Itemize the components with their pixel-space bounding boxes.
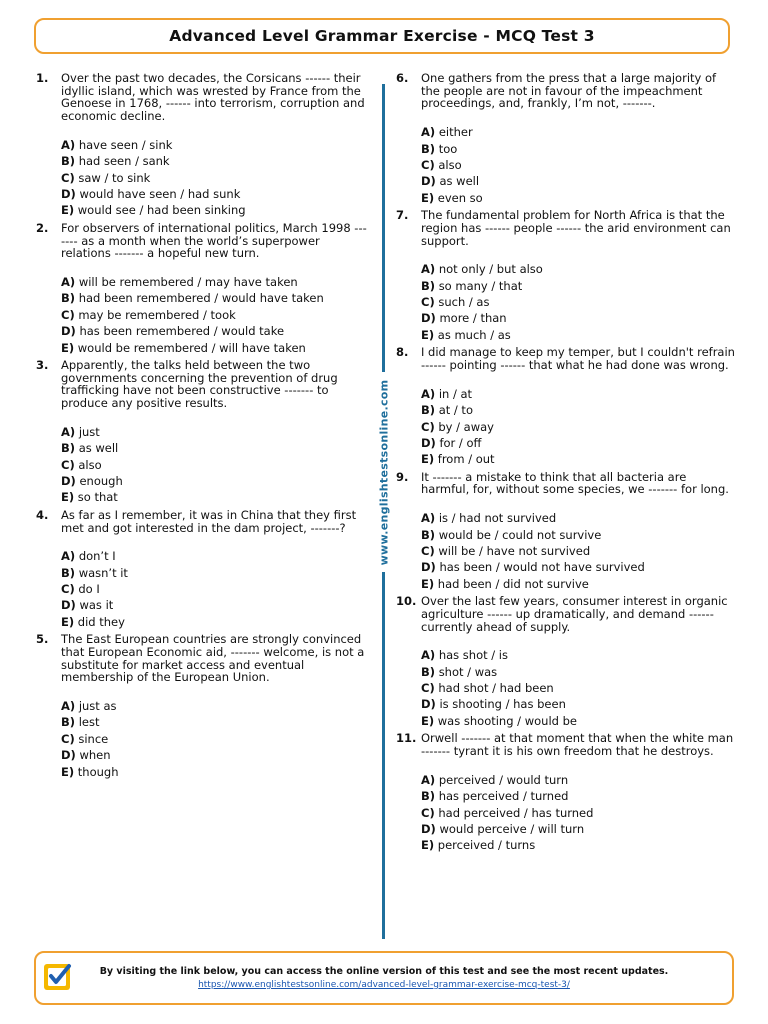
answer-option[interactable] [421, 680, 738, 696]
answer-option[interactable] [61, 153, 370, 169]
option-text: do I [78, 582, 100, 597]
answer-option[interactable] [421, 141, 738, 157]
option-text: as well [439, 174, 480, 189]
option-letter: E) [61, 203, 75, 218]
question-row [396, 732, 738, 757]
answer-option[interactable] [61, 731, 370, 747]
options-list [61, 424, 370, 506]
option-letter: E) [61, 764, 75, 779]
answer-option[interactable] [421, 647, 738, 663]
question-number: 5. [36, 632, 49, 647]
options-list [61, 274, 370, 356]
options-list [421, 647, 738, 729]
option-letter: C) [421, 681, 435, 696]
option-letter: D) [421, 560, 436, 575]
question-block [396, 471, 738, 592]
question-text: For observers of international politics, March 1998 ------- as a month when the world’s superpower relations ------- a hopeful new turn. [61, 220, 367, 261]
answer-option[interactable] [61, 440, 370, 456]
question-row [36, 222, 370, 260]
option-text: has perceived / turned [438, 789, 569, 804]
answer-option[interactable] [61, 473, 370, 489]
option-text: for / off [439, 435, 482, 450]
site-watermark [375, 372, 392, 572]
answer-option[interactable] [61, 307, 370, 323]
answer-option[interactable] [421, 310, 738, 326]
question-text: The fundamental problem for North Africa is that the region has ------ people ------ the arid environment can support. [421, 208, 731, 248]
option-text: so many / that [438, 278, 523, 293]
option-letter: B) [421, 789, 436, 804]
question-number: 3. [36, 357, 49, 372]
option-text: would be remembered / will have taken [77, 340, 306, 355]
option-letter: E) [421, 452, 435, 467]
answer-option[interactable] [421, 327, 738, 343]
question-number: 2. [36, 220, 49, 235]
answer-option[interactable] [421, 713, 738, 729]
option-letter: D) [61, 598, 76, 613]
option-text: is / had not survived [438, 511, 557, 526]
options-list [421, 386, 738, 468]
option-letter: B) [421, 403, 436, 418]
option-letter: C) [61, 582, 75, 597]
option-text: perceived / would turn [438, 772, 569, 787]
option-letter: D) [61, 324, 76, 339]
question-text: Apparently, the talks held between the two governments concerning the prevention of drug trafficking have not been constructive ------- to produce any positive results. [61, 357, 338, 411]
option-text: would have seen / had sunk [79, 187, 241, 202]
answer-option[interactable] [61, 489, 370, 505]
option-letter: B) [61, 565, 76, 580]
option-letter: B) [61, 441, 76, 456]
option-text: was it [79, 598, 114, 613]
option-text: from / out [437, 452, 495, 467]
option-letter: C) [421, 543, 435, 558]
option-text: has been / would not have survived [439, 560, 645, 575]
answer-option[interactable] [421, 451, 738, 467]
option-text: as much / as [437, 327, 511, 342]
answer-option[interactable] [421, 805, 738, 821]
answer-option[interactable] [421, 510, 738, 526]
question-row [36, 359, 370, 410]
option-letter: B) [61, 154, 76, 169]
answer-option[interactable] [421, 821, 738, 837]
options-list [421, 124, 738, 206]
answer-option[interactable] [421, 294, 738, 310]
answer-option[interactable] [61, 202, 370, 218]
question-text: As far as I remember, it was in China that they first met and got interested in the dam project, -------? [61, 507, 357, 535]
question-number: 4. [36, 507, 49, 522]
option-text: lest [78, 715, 100, 730]
question-row [396, 209, 738, 247]
question-row [396, 471, 738, 496]
option-letter: E) [421, 713, 435, 728]
question-text: Over the past two decades, the Corsicans ------ their idyllic island, which was wrested by France from the Genoese in 1768, ------ into terrorism, corruption and economic decline. [61, 71, 365, 124]
answer-option[interactable] [421, 173, 738, 189]
answer-option[interactable] [421, 772, 738, 788]
option-letter: C) [421, 295, 435, 310]
question-number: 10. [396, 594, 417, 609]
option-letter: A) [421, 386, 436, 401]
site-url-vertical: www.englishtestsonline.com [377, 379, 391, 565]
answer-option[interactable] [61, 424, 370, 440]
question-text: One gathers from the press that a large majority of the people are not in favour of the impeachment proceedings, and, frankly, I’m not, -------. [421, 71, 717, 111]
question-block [396, 72, 738, 206]
option-text: just as [78, 699, 117, 714]
option-letter: C) [421, 805, 435, 820]
option-text: since [78, 731, 109, 746]
option-letter: E) [61, 490, 75, 505]
question-number: 1. [36, 71, 49, 85]
footer-link[interactable]: https://www.englishtestsonline.com/advanced-level-grammar-exercise-mcq-test-3/ [198, 980, 570, 990]
option-letter: E) [421, 838, 435, 853]
option-letter: B) [61, 291, 76, 306]
answer-option[interactable] [61, 137, 370, 153]
option-letter: E) [421, 327, 435, 342]
answer-option[interactable] [421, 278, 738, 294]
option-letter: E) [421, 190, 435, 205]
answer-option[interactable] [421, 527, 738, 543]
option-letter: B) [421, 664, 436, 679]
option-text: either [438, 125, 473, 140]
option-text: don’t I [78, 549, 116, 564]
option-text: perceived / turns [437, 838, 536, 853]
option-text: will be / have not survived [438, 543, 591, 558]
option-text: shot / was [438, 664, 498, 679]
question-block [396, 732, 738, 853]
option-text: would see / had been sinking [77, 203, 246, 218]
option-text: enough [79, 474, 123, 489]
answer-option[interactable] [421, 576, 738, 592]
option-letter: B) [61, 715, 76, 730]
option-letter: C) [61, 307, 75, 322]
option-letter: E) [421, 576, 435, 591]
option-text: would be / could not survive [438, 527, 602, 542]
question-block [396, 209, 738, 343]
options-list [61, 137, 370, 219]
footer-note: By visiting the link below, you can access the online version of this test and see the most recent updates. [99, 966, 669, 977]
question-text: It ------- a mistake to think that all bacteria are harmful, for, without some species, we ------- for long. [421, 469, 729, 497]
option-letter: E) [61, 340, 75, 355]
option-letter: A) [421, 511, 436, 526]
option-letter: D) [421, 311, 436, 326]
answer-option[interactable] [61, 186, 370, 202]
option-letter: D) [421, 435, 436, 450]
answer-option[interactable] [61, 581, 370, 597]
question-row [36, 72, 370, 123]
option-text: too [438, 141, 458, 156]
option-letter: C) [61, 457, 75, 472]
option-text: when [79, 748, 111, 763]
option-text: have seen / sink [78, 137, 173, 152]
option-text: though [77, 764, 119, 779]
option-letter: A) [421, 262, 436, 277]
question-block [36, 359, 370, 506]
question-block [36, 633, 370, 780]
answer-option[interactable] [61, 565, 370, 581]
option-text: had been remembered / would have taken [78, 291, 324, 306]
option-text: has shot / is [438, 648, 508, 663]
option-text: in / at [438, 386, 473, 401]
option-letter: B) [421, 278, 436, 293]
answer-option[interactable] [61, 548, 370, 564]
question-block [396, 595, 738, 729]
answer-option[interactable] [421, 157, 738, 173]
answer-option[interactable] [421, 435, 738, 451]
right-column [396, 72, 738, 857]
option-letter: A) [61, 274, 76, 289]
answer-option[interactable] [421, 696, 738, 712]
answer-option[interactable] [421, 261, 738, 277]
answer-option[interactable] [421, 419, 738, 435]
option-letter: A) [61, 424, 76, 439]
answer-option[interactable] [421, 124, 738, 140]
option-text: has been remembered / would take [79, 324, 285, 339]
option-text: also [438, 157, 462, 172]
option-text: by / away [438, 419, 494, 434]
answer-option[interactable] [421, 837, 738, 853]
option-letter: D) [421, 174, 436, 189]
answer-option[interactable] [61, 274, 370, 290]
options-list [421, 261, 738, 343]
option-text: had seen / sank [78, 154, 170, 169]
option-letter: E) [61, 614, 75, 629]
option-letter: C) [421, 157, 435, 172]
question-text: Orwell ------- at that moment that when the white man ------- tyrant it is his own freedom that he destroys. [421, 731, 734, 758]
question-number: 11. [396, 731, 417, 746]
option-letter: C) [61, 170, 75, 185]
question-text: The East European countries are strongly convinced that European Economic aid, ------- welcome, is not a substitute for market access and eventual membership of the European Union. [61, 632, 365, 685]
left-column [36, 72, 370, 783]
option-text: also [78, 457, 102, 472]
answer-option[interactable] [61, 323, 370, 339]
answer-option[interactable] [61, 614, 370, 630]
question-block [36, 222, 370, 356]
option-letter: D) [421, 821, 436, 836]
option-text: was shooting / would be [437, 713, 577, 728]
options-list [61, 548, 370, 630]
option-letter: B) [421, 527, 436, 542]
options-list [421, 510, 738, 592]
question-row [396, 595, 738, 633]
answer-option[interactable] [61, 698, 370, 714]
option-text: wasn’t it [78, 565, 128, 580]
question-block [36, 509, 370, 630]
question-number: 7. [396, 208, 409, 223]
answer-option[interactable] [421, 402, 738, 418]
question-number: 9. [396, 469, 409, 484]
options-list [61, 698, 370, 780]
page-title: Advanced Level Grammar Exercise - MCQ Test 3 [34, 18, 730, 54]
option-letter: C) [421, 419, 435, 434]
option-letter: D) [421, 697, 436, 712]
question-text: Over the last few years, consumer interest in organic agriculture ------ up dramatically, and demand ------ currently ahead of supply. [421, 594, 728, 634]
answer-option[interactable] [61, 747, 370, 763]
option-text: would perceive / will turn [439, 821, 585, 836]
option-text: is shooting / has been [439, 697, 566, 712]
option-letter: C) [61, 731, 75, 746]
option-text: may be remembered / took [78, 307, 236, 322]
answer-option[interactable] [61, 290, 370, 306]
question-row [396, 346, 738, 371]
option-letter: A) [61, 699, 76, 714]
option-letter: D) [61, 748, 76, 763]
option-text: at / to [438, 403, 473, 418]
option-text: so that [77, 490, 118, 505]
question-block [396, 346, 738, 467]
question-text: I did manage to keep my temper, but I couldn't refrain ------ pointing ------ that what he had done was wrong. [421, 345, 735, 372]
question-row [36, 509, 370, 534]
option-letter: A) [61, 549, 76, 564]
options-list [421, 772, 738, 854]
option-letter: B) [421, 141, 436, 156]
option-text: such / as [438, 295, 490, 310]
option-text: had been / did not survive [437, 576, 589, 591]
option-letter: D) [61, 474, 76, 489]
answer-option[interactable] [61, 714, 370, 730]
option-letter: A) [421, 648, 436, 663]
option-letter: A) [421, 772, 436, 787]
answer-option[interactable] [421, 664, 738, 680]
question-number: 6. [396, 71, 409, 85]
option-text: had perceived / has turned [438, 805, 594, 820]
question-row [396, 72, 738, 110]
option-text: more / than [439, 311, 507, 326]
option-text: had shot / had been [438, 681, 554, 696]
answer-option[interactable] [421, 788, 738, 804]
option-text: did they [77, 614, 125, 629]
question-number: 8. [396, 345, 409, 360]
footer [34, 951, 734, 1005]
answer-option[interactable] [421, 559, 738, 575]
option-text: will be remembered / may have taken [78, 274, 298, 289]
answer-option[interactable] [421, 190, 738, 206]
answer-option[interactable] [61, 457, 370, 473]
answer-option[interactable] [421, 386, 738, 402]
answer-option[interactable] [61, 170, 370, 186]
option-letter: A) [61, 137, 76, 152]
answer-option[interactable] [61, 764, 370, 780]
answer-option[interactable] [421, 543, 738, 559]
option-text: not only / but also [438, 262, 543, 277]
option-text: even so [437, 190, 483, 205]
option-text: saw / to sink [78, 170, 151, 185]
question-row [36, 633, 370, 684]
option-letter: D) [61, 187, 76, 202]
question-block [36, 72, 370, 219]
answer-option[interactable] [61, 340, 370, 356]
option-text: as well [78, 441, 119, 456]
option-text: just [78, 424, 100, 439]
answer-option[interactable] [61, 597, 370, 613]
option-letter: A) [421, 125, 436, 140]
